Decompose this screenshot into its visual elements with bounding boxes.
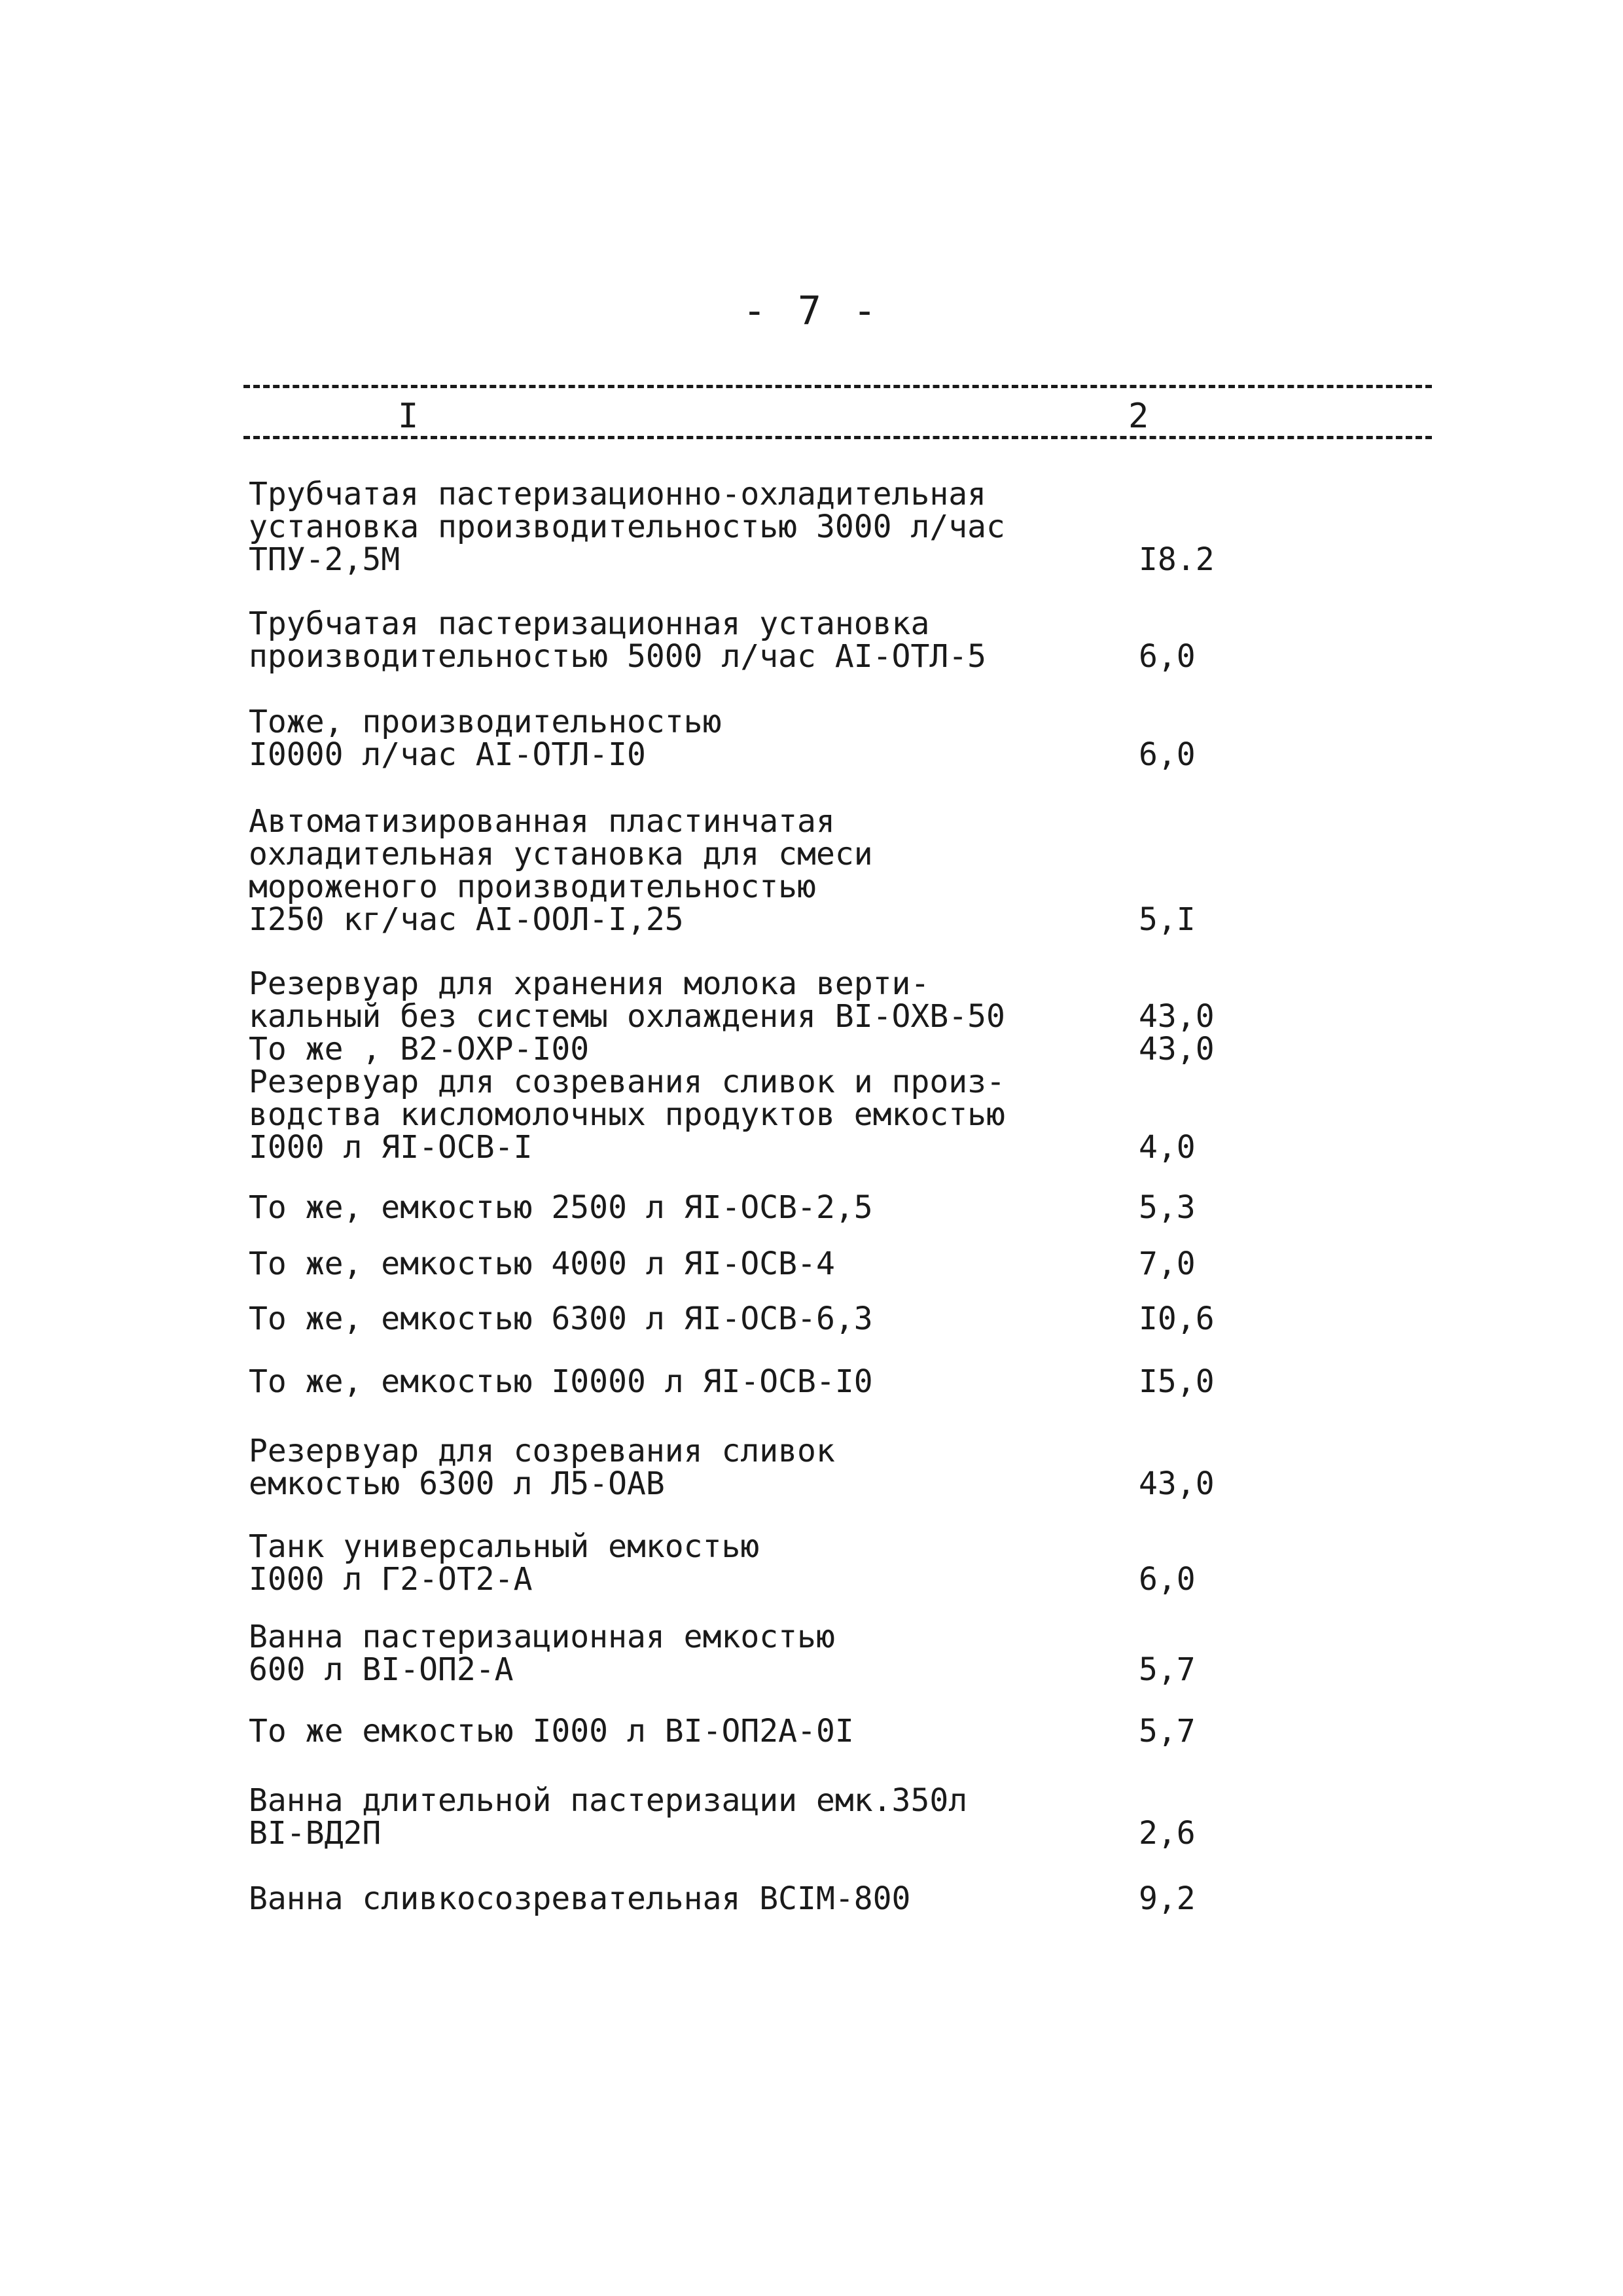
table-row	[249, 1365, 1270, 1398]
equipment-value: I8.2	[1139, 541, 1215, 578]
column-header-1: I	[393, 397, 423, 436]
equipment-name: Резервуар для созревания сливок и произ- водства кисломолочных продуктов емкостью I000 л ЯI-ОСВ-I	[249, 1064, 1005, 1166]
equipment-name: Ванна сливкосозревательная ВСIМ-800	[249, 1880, 911, 1917]
equipment-value: 2,6	[1139, 1815, 1196, 1852]
table-row	[249, 1882, 1270, 1915]
table-divider-top	[243, 385, 1432, 388]
equipment-name: Трубчатая пастеризационно-охладительная установка производительностью 3000 л/час ТПУ-2,5М	[249, 476, 1005, 578]
equipment-name: Резервуар для созревания сливок емкостью 6300 л Л5-ОАВ	[249, 1433, 835, 1502]
table-row	[249, 805, 1270, 936]
table-row	[249, 1435, 1270, 1500]
equipment-table	[249, 478, 1270, 1915]
equipment-name: Ванна длительной пастеризации емк.350л ВI-ВД2П	[249, 1782, 968, 1852]
equipment-value: 5,I	[1139, 901, 1196, 938]
equipment-name: То же, емкостью 2500 л ЯI-ОСВ-2,5	[249, 1189, 873, 1226]
equipment-value: 9,2	[1139, 1880, 1196, 1917]
equipment-value: 43,0 43,0	[1139, 998, 1215, 1067]
equipment-value: I5,0	[1139, 1363, 1215, 1400]
equipment-name: Танк универсальный емкостью I000 л Г2-ОТ2-А	[249, 1528, 760, 1598]
equipment-name: Автоматизированная пластинчатая охладительная установка для смеси мороженого производительностью I250 кг/час AI-ООЛ-I,25	[249, 803, 873, 938]
table-row	[249, 1530, 1270, 1596]
equipment-name: Трубчатая пастеризационная установка производительностью 5000 л/час AI-ОТЛ-5	[249, 605, 987, 675]
table-row	[249, 967, 1270, 1066]
equipment-name: То же, емкостью I0000 л ЯI-ОСВ-I0	[249, 1363, 873, 1400]
table-row	[249, 1247, 1270, 1280]
table-row	[249, 1302, 1270, 1335]
equipment-name: Ванна пастеризационная емкостью 600 л ВI-ОП2-А	[249, 1619, 835, 1688]
equipment-value: 4,0	[1139, 1129, 1196, 1166]
page-number: - 7 -	[742, 288, 881, 334]
table-row	[249, 1621, 1270, 1686]
table-row	[249, 1191, 1270, 1224]
table-row	[249, 1066, 1270, 1164]
equipment-value: 5,7	[1139, 1713, 1196, 1749]
equipment-value: 6,0	[1139, 1561, 1196, 1598]
table-row	[249, 1784, 1270, 1850]
table-divider-bottom	[243, 436, 1432, 439]
table-row	[249, 478, 1270, 576]
equipment-value: 43,0	[1139, 1465, 1215, 1502]
table-row	[249, 607, 1270, 673]
equipment-value: I0,6	[1139, 1300, 1215, 1337]
column-header-2: 2	[1123, 397, 1154, 436]
equipment-value: 5,3	[1139, 1189, 1196, 1226]
equipment-name: Тоже, производительностью I0000 л/час AI-ОТЛ-I0	[249, 704, 722, 773]
equipment-value: 5,7	[1139, 1651, 1196, 1688]
equipment-name: То же, емкостью 4000 л ЯI-ОСВ-4	[249, 1246, 835, 1282]
table-row	[249, 706, 1270, 771]
table-row	[249, 1715, 1270, 1748]
equipment-value: 6,0	[1139, 736, 1196, 773]
equipment-value: 6,0	[1139, 638, 1196, 675]
equipment-name: То же емкостью I000 л ВI-ОП2А-0I	[249, 1713, 854, 1749]
equipment-name: То же, емкостью 6300 л ЯI-ОСВ-6,3	[249, 1300, 873, 1337]
equipment-value: 7,0	[1139, 1246, 1196, 1282]
equipment-name: Резервуар для хранения молока верти- кальный без системы охлаждения ВI-ОХВ-50 То же , В2-ОХР-I00	[249, 965, 1005, 1067]
